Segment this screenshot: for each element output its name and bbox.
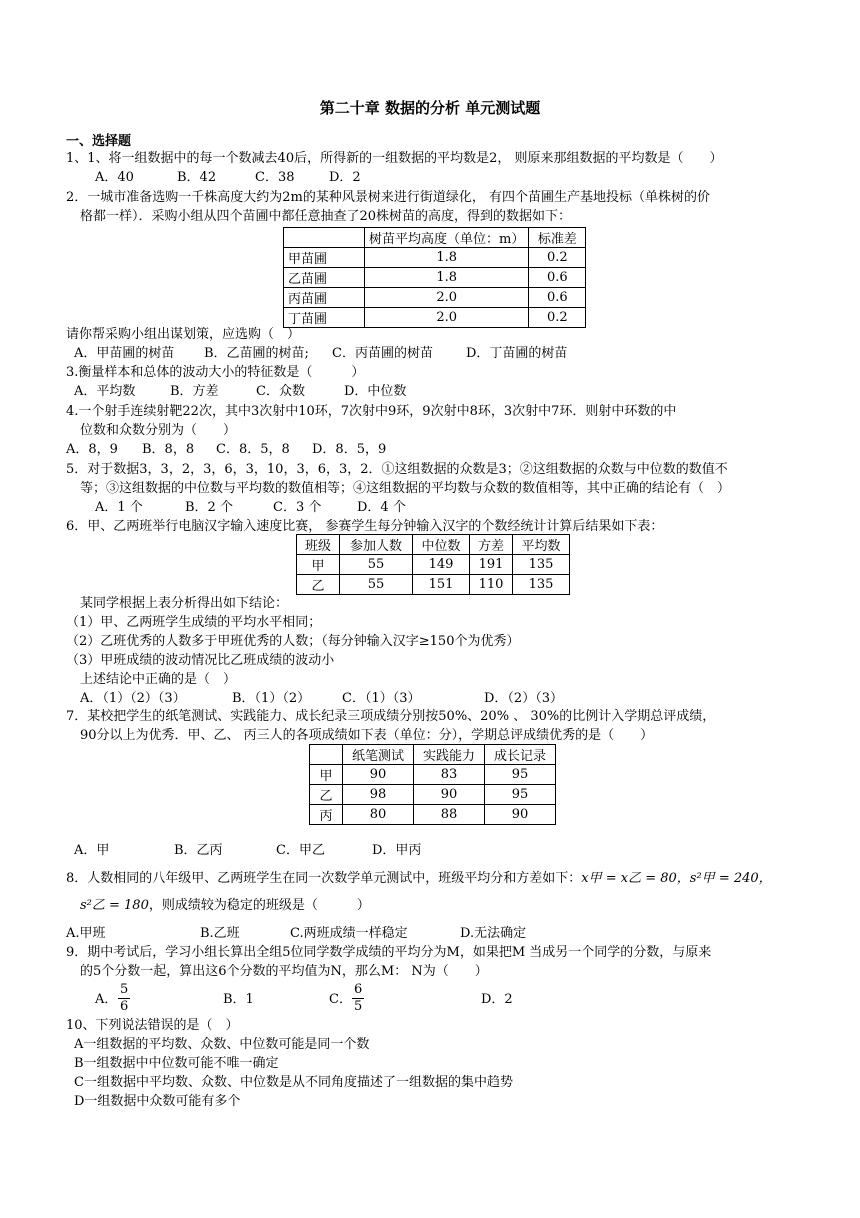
q8-stem-line2 xyxy=(80,897,370,915)
q3-option-b: B．方差 xyxy=(170,384,219,399)
q7-option-a: A．甲 xyxy=(74,843,110,858)
table-row xyxy=(284,248,586,268)
table-cell: 90 xyxy=(343,765,414,785)
fraction-denominator: 6 xyxy=(120,999,129,1014)
q3-option-c: C．众数 xyxy=(256,384,305,399)
q4-option-b: B．8，8 xyxy=(142,442,195,457)
table-cell: 丙 xyxy=(310,805,343,825)
q6-option-c: C．（1）（3） xyxy=(342,691,421,706)
table-cell: 80 xyxy=(343,805,414,825)
table-cell: 甲 xyxy=(297,555,340,575)
q9-option-c: C． xyxy=(329,992,352,1007)
q4-option-a: A．8，9 xyxy=(66,442,118,457)
fraction-numerator: 6 xyxy=(354,982,363,997)
q7-option-d: D．甲丙 xyxy=(372,843,422,858)
table-cell: 149 xyxy=(413,555,470,575)
q6-table xyxy=(296,534,570,595)
q2-option-d: D．丁苗圃的树苗 xyxy=(466,346,568,361)
q10-stem: 10、下列说法错误的是（ ） xyxy=(66,1018,239,1033)
table-cell: 2.0 xyxy=(365,288,529,308)
table-cell: 标准差 xyxy=(529,228,586,248)
fraction-denominator: 5 xyxy=(354,999,363,1014)
q7-stem-line2: 90分以上为优秀．甲、乙、 丙三人的各项成绩如下表（单位：分），学期总评成绩优秀的是（ ） xyxy=(80,728,654,743)
table-cell: 110 xyxy=(470,575,513,595)
q7-option-c: C．甲乙 xyxy=(276,843,325,858)
q7-option-b: B．乙丙 xyxy=(174,843,223,858)
table-cell: 135 xyxy=(513,575,570,595)
table-cell: 纸笔测试 xyxy=(343,745,414,765)
q1-option-c: C．38 xyxy=(255,170,295,185)
table-cell: 151 xyxy=(413,575,470,595)
q5-option-d: D．4 个 xyxy=(357,500,406,515)
q6-conclusion-3: （3）甲班成绩的波动情况比乙班成绩的波动小 xyxy=(66,653,335,668)
q3-option-d: D．中位数 xyxy=(344,384,407,399)
table-row xyxy=(284,268,586,288)
q6-conclusion-1: （1）甲、乙两班学生成绩的平均水平相同； xyxy=(66,615,322,630)
table-cell: 丙苗圃 xyxy=(284,288,365,308)
table-cell: 实践能力 xyxy=(414,745,485,765)
q6-conclusion-2: （2）乙班优秀的人数多于甲班优秀的人数；（每分钟输入汉字≥150个为优秀） xyxy=(66,634,520,649)
q3-stem: 3.衡量样本和总体的波动大小的特征数是（ ） xyxy=(66,365,365,380)
table-cell: 甲苗圃 xyxy=(284,248,365,268)
q8-option-b: B.乙班 xyxy=(200,926,240,941)
table-cell: 乙苗圃 xyxy=(284,268,365,288)
q5-option-b: B．2 个 xyxy=(185,500,233,515)
table-cell: 1.8 xyxy=(365,248,529,268)
q8-option-d: D.无法确定 xyxy=(460,926,527,941)
table-cell: 甲 xyxy=(310,765,343,785)
q2-stem-line2: 格都一样）．采购小组从四个苗圃中都任意抽查了20株树苗的高度，得到的数据如下： xyxy=(80,209,572,224)
q1-option-d: D．2 xyxy=(329,170,361,185)
table-cell: 班级 xyxy=(297,535,340,555)
q5-stem-line1: 5．对于数据3，3，2，3，6，3，10，3，6，3，2．①这组数据的众数是3；②这组数据的众数与中位数的数值不 xyxy=(66,462,728,477)
table-row xyxy=(310,765,556,785)
table-cell: 0.2 xyxy=(529,308,586,328)
q6-option-d: D．（2）（3） xyxy=(484,691,563,706)
q10-option-d: D一组数据中众数可能有多个 xyxy=(74,1094,241,1109)
q2-table xyxy=(283,227,586,328)
q5-option-a: A．1 个 xyxy=(95,500,143,515)
q6-ask: 上述结论中正确的是（ ） xyxy=(80,672,237,687)
q8-math-variance: s²乙 = 180 xyxy=(80,898,149,913)
table-row xyxy=(284,288,586,308)
table-cell: 丁苗圃 xyxy=(284,308,365,328)
table-row xyxy=(297,555,570,575)
table-cell: 平均数 xyxy=(513,535,570,555)
q2-stem-line1: 2．一城市准备选购一千株高度大约为2m的某种风景树来进行街道绿化， 有四个苗圃生产基地投标（单株树的价 xyxy=(66,190,711,205)
q8-stem-tail: ，则成绩较为稳定的班级是（ ） xyxy=(148,898,370,913)
q1-option-a: A．40 xyxy=(95,170,134,185)
q8-option-a: A.甲班 xyxy=(66,926,106,941)
q6-intro: 某同学根据上表分析得出如下结论： xyxy=(80,596,289,611)
q4-option-c: C．8．5，8 xyxy=(216,442,290,457)
q8-stem-text: 8．人数相同的八年级甲、乙两班学生在同一次数学单元测试中，班级平均分和方差如下： xyxy=(66,871,582,886)
q9-stem-line2: 的5个分数一起，算出这6个分数的平均值为N，那么M： N为（ ） xyxy=(80,964,488,979)
table-row xyxy=(284,308,586,328)
q8-math-means: x甲 = x乙 = 80，s²甲 = 240， xyxy=(581,871,772,886)
q1-stem: 1、1、将一组数据中的每一个数减去40后，所得新的一组数据的平均数是2， 则原来那组数据的平均数是（ ） xyxy=(66,151,723,166)
q2-option-c: C．丙苗圃的树苗 xyxy=(332,346,433,361)
table-cell: 135 xyxy=(513,555,570,575)
q9-option-b: B．1 xyxy=(223,992,254,1007)
table-row xyxy=(297,535,570,555)
q4-stem-line2: 位数和众数分别为（ ） xyxy=(80,423,237,438)
table-cell: 1.8 xyxy=(365,268,529,288)
table-cell: 0.6 xyxy=(529,268,586,288)
q2-ask: 请你帮采购小组出谋划策，应选购（ ） xyxy=(66,327,301,342)
q8-option-c: C.两班成绩一样稳定 xyxy=(290,926,408,941)
table-cell: 191 xyxy=(470,555,513,575)
table-cell: 83 xyxy=(414,765,485,785)
table-cell: 乙 xyxy=(310,785,343,805)
q9-option-a: A． xyxy=(95,992,118,1007)
table-cell: 95 xyxy=(485,765,556,785)
table-cell: 方差 xyxy=(470,535,513,555)
table-row xyxy=(310,745,556,765)
q1-option-b: B．42 xyxy=(177,170,217,185)
q7-stem-line1: 7．某校把学生的纸笔测试、实践能力、成长纪录三项成绩分别按50%、20% 、 30%的比例计入学期总评成绩， xyxy=(66,709,716,724)
table-cell: 成长记录 xyxy=(485,745,556,765)
q6-stem: 6．甲、乙两班举行电脑汉字输入速度比赛， 参赛学生每分钟输入汉字的个数经统计计算后结果如下表： xyxy=(66,519,664,534)
table-cell: 乙 xyxy=(297,575,340,595)
q9-fraction-c xyxy=(352,982,364,1015)
table-cell: 95 xyxy=(485,785,556,805)
table-cell: 55 xyxy=(340,555,413,575)
table-row xyxy=(284,228,586,248)
q10-option-b: B一组数据中中位数可能不唯一确定 xyxy=(74,1056,279,1071)
q2-option-b: B．乙苗圃的树苗; xyxy=(204,346,309,361)
table-cell xyxy=(310,745,343,765)
q5-option-c: C．3 个 xyxy=(273,500,322,515)
q4-stem-line1: 4.一个射手连续射靶22次，其中3次射中10环，7次射中9环，9次射中8环，3次射中7环．则射中环数的中 xyxy=(66,404,677,419)
table-cell: 2.0 xyxy=(365,308,529,328)
table-cell: 98 xyxy=(343,785,414,805)
table-cell: 0.6 xyxy=(529,288,586,308)
table-row xyxy=(297,575,570,595)
table-cell: 55 xyxy=(340,575,413,595)
q3-option-a: A．平均数 xyxy=(74,384,136,399)
table-row xyxy=(310,785,556,805)
q6-option-b: B．（1）（2） xyxy=(232,691,311,706)
page-title: 第二十章 数据的分析 单元测试题 xyxy=(319,99,541,117)
q10-option-c: C一组数据中平均数、众数、中位数是从不同角度描述了一组数据的集中趋势 xyxy=(74,1075,513,1090)
section-heading: 一、选择题 xyxy=(66,134,132,149)
fraction-numerator: 5 xyxy=(120,982,129,997)
q2-option-a: A．甲苗圃的树苗 xyxy=(74,346,175,361)
table-cell: 树苗平均高度（单位：m） xyxy=(365,228,529,248)
q9-stem-line1: 9．期中考试后，学习小组长算出全组5位同学数学成绩的平均分为M，如果把M 当成另一个同学的分数，与原来 xyxy=(66,945,712,960)
table-cell: 参加人数 xyxy=(340,535,413,555)
q8-stem xyxy=(66,870,772,888)
q9-option-d: D．2 xyxy=(481,992,513,1007)
table-cell xyxy=(284,228,365,248)
q4-option-d: D．8．5，9 xyxy=(312,442,387,457)
q7-table xyxy=(309,744,556,825)
q6-option-a: A．（1）（2）（3） xyxy=(80,691,186,706)
q10-option-a: A一组数据的平均数、众数、中位数可能是同一个数 xyxy=(74,1037,370,1052)
q9-fraction-a xyxy=(118,982,130,1015)
table-cell: 88 xyxy=(414,805,485,825)
table-cell: 0.2 xyxy=(529,248,586,268)
table-row xyxy=(310,805,556,825)
table-cell: 中位数 xyxy=(413,535,470,555)
q5-stem-line2: 等；③这组数据的中位数与平均数的数值相等；④这组数据的平均数与众数的数值相等，其中正确的结论有（ ） xyxy=(80,481,731,496)
table-cell: 90 xyxy=(485,805,556,825)
table-cell: 90 xyxy=(414,785,485,805)
